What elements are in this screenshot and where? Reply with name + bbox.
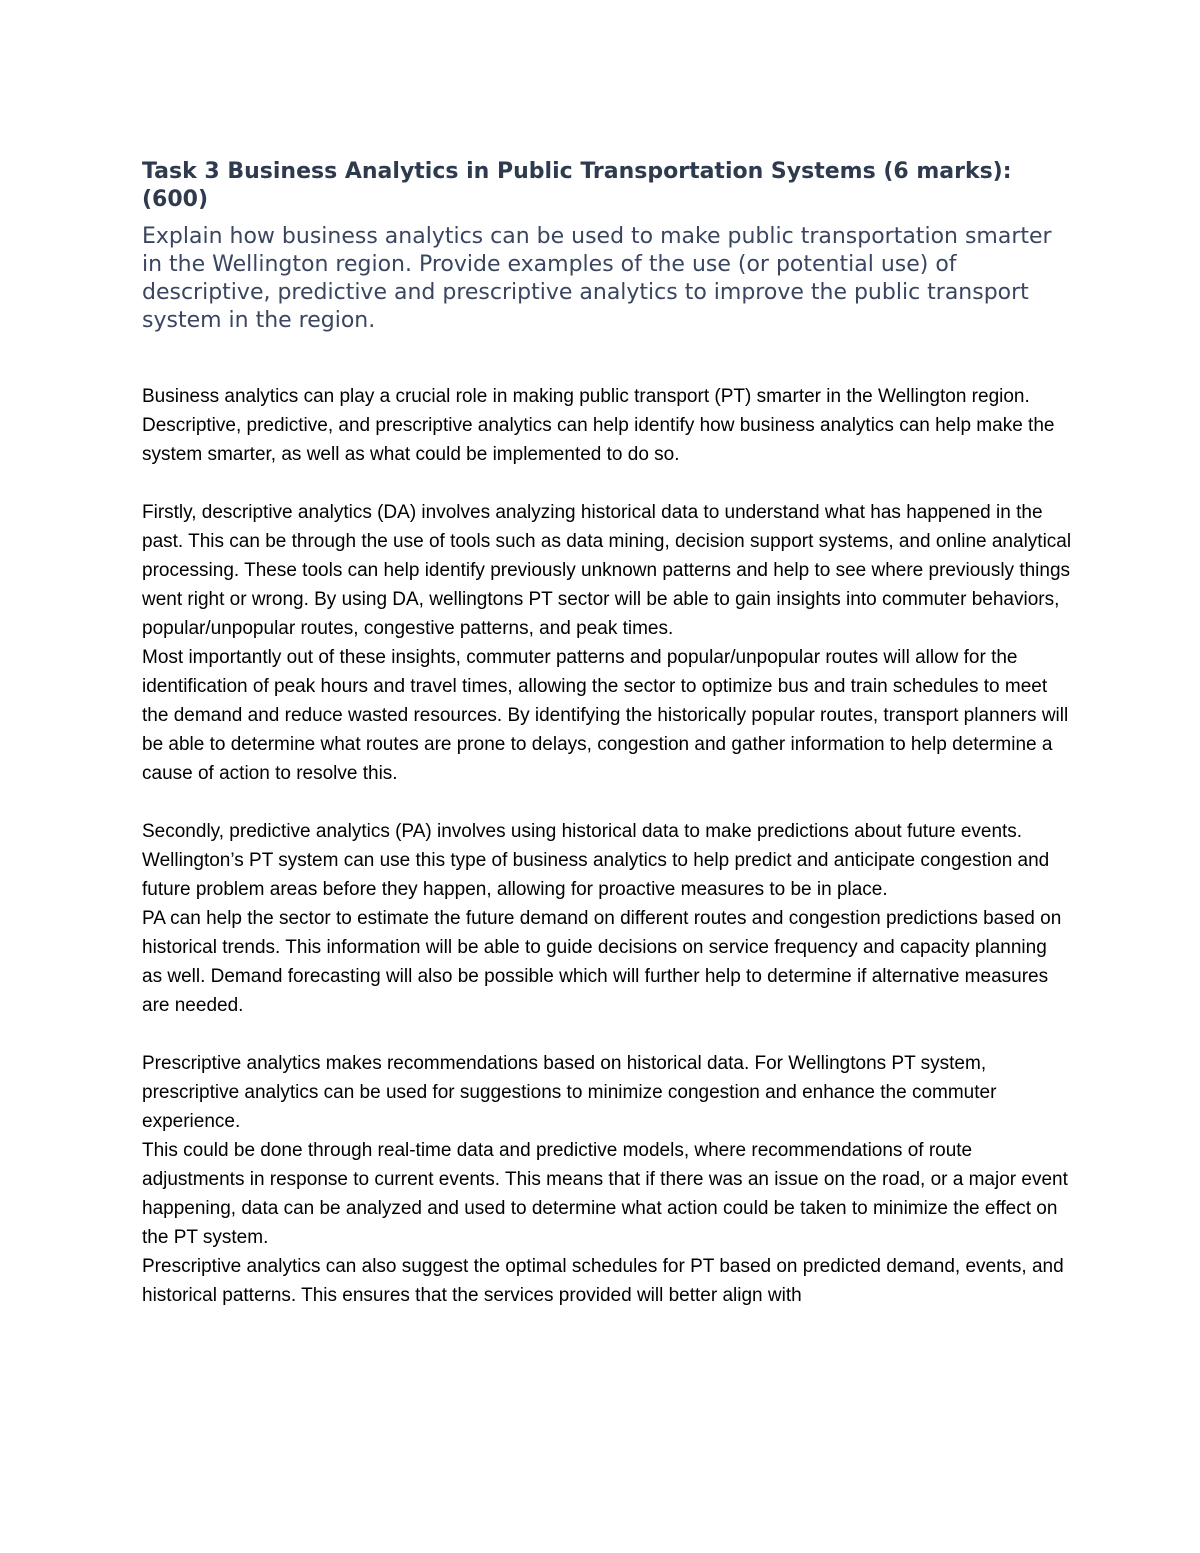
paragraph-predictive-demand: PA can help the sector to estimate the future demand on different routes and congestion predictions based on historical trends. This information will be able to guide decisions on service frequency and capacity planning as well. Demand forecasting will also be possible which will further help to determine if alternative measures are needed. xyxy=(142,908,1062,1016)
paragraph-prescriptive-schedules: Prescriptive analytics can also suggest the optimal schedules for PT based on predicted demand, events, and historical patterns. This ensures that the services provided will better align with xyxy=(142,1256,1064,1306)
paragraph-descriptive-insights: Most importantly out of these insights, commuter patterns and popular/unpopular routes will allow for the identification of peak hours and travel times, allowing the sector to optimize bus and train schedules to meet the demand and reduce wasted resources. By identifying the historically popular routes, transport planners will be able to determine what routes are prone to delays, congestion and gather information to help determine a cause of action to resolve this. xyxy=(142,647,1069,784)
paragraph-descriptive: Firstly, descriptive analytics (DA) involves analyzing historical data to understand what has happened in the past. This can be through the use of tools such as data mining, decision support systems, and online analytical processing. These tools can help identify previously unknown patterns and help to see where previously things went right or wrong. By using DA, wellingtons PT sector will be able to gain insights into commuter behaviors, popular/unpopular routes, congestive patterns, and peak times. xyxy=(142,502,1072,639)
document-content xyxy=(142,158,1072,1310)
paragraph-prescriptive-realtime: This could be done through real-time data and predictive models, where recommendations of route adjustments in response to current events. This means that if there was an issue on the road, or a major event happening, data can be analyzed and used to determine what action could be taken to minimize the effect on the PT system. xyxy=(142,1140,1068,1248)
paragraph-predictive: Secondly, predictive analytics (PA) involves using historical data to make predictions about future events. Wellington’s PT system can use this type of business analytics to help predict and anticipate congestion and future problem areas before they happen, allowing for proactive measures to be in place. xyxy=(142,821,1050,900)
answer-body xyxy=(142,382,1072,1310)
task-prompt: Explain how business analytics can be used to make public transportation smarter in the Wellington region. Provide examples of the use (or potential use) of descriptive, predictive and prescriptive analytics to improve the public transport system in the region. xyxy=(142,224,1052,333)
task-heading: Task 3 Business Analytics in Public Transportation Systems (6 marks): (600) xyxy=(142,159,1012,212)
paragraph-intro: Business analytics can play a crucial role in making public transport (PT) smarter in the Wellington region. Descriptive, predictive, and prescriptive analytics can help identify how business analytics can help make the system smarter, as well as what could be implemented to do so. xyxy=(142,386,1055,465)
paragraph-prescriptive: Prescriptive analytics makes recommendations based on historical data. For Wellingtons PT system, prescriptive analytics can be used for suggestions to minimize congestion and enhance the commuter experience. xyxy=(142,1053,997,1132)
